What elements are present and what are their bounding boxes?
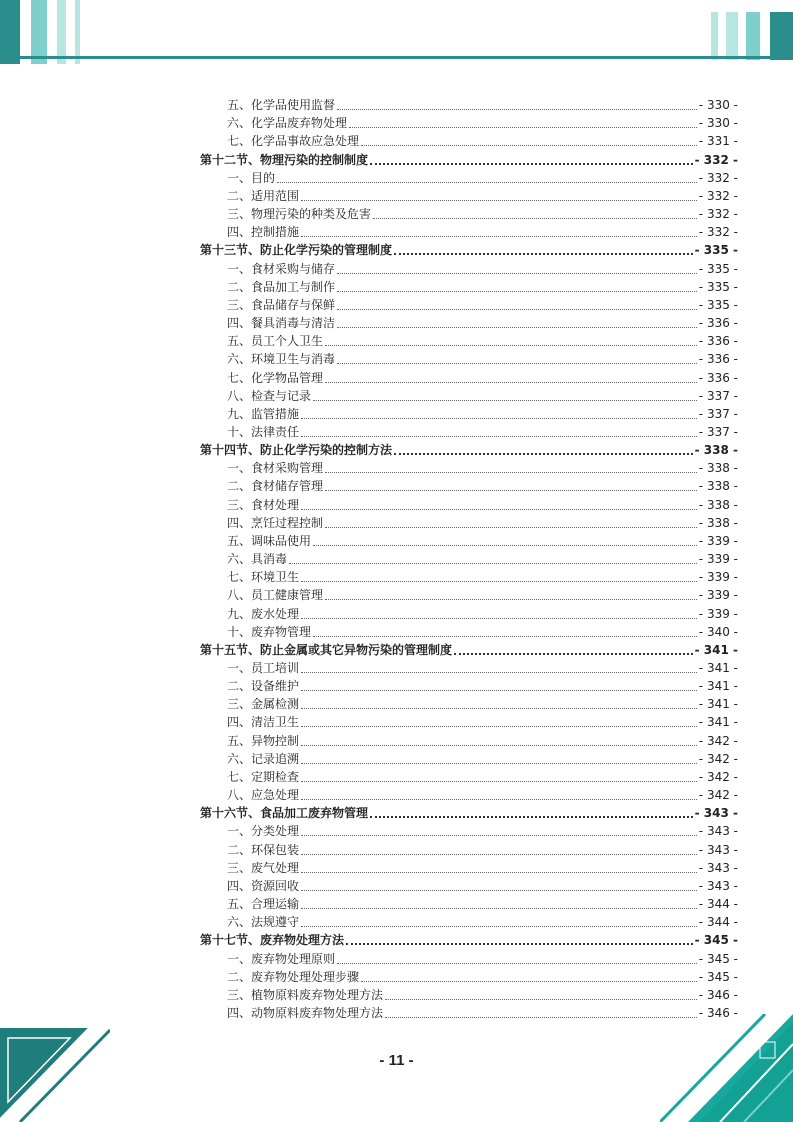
toc-subsection-entry[interactable] (200, 822, 738, 840)
toc-dot-leader (301, 725, 697, 727)
toc-entry-page: - 338 - (698, 461, 738, 476)
toc-dot-leader (361, 144, 697, 146)
toc-entry-page: - 345 - (698, 951, 738, 966)
toc-entry-label: 六、具消毒 (227, 552, 288, 567)
toc-subsection-entry[interactable] (200, 368, 738, 386)
toc-subsection-entry[interactable] (200, 350, 738, 368)
toc-dot-leader (301, 617, 697, 619)
toc-entry-page: - 346 - (698, 1005, 738, 1020)
toc-subsection-entry[interactable] (200, 1004, 738, 1022)
toc-entry-label: 三、金属检测 (227, 697, 300, 712)
toc-entry-page: - 343 - (694, 806, 738, 821)
toc-dot-leader (385, 998, 697, 1000)
toc-entry-page: - 335 - (694, 243, 738, 258)
toc-dot-leader (373, 217, 697, 219)
toc-subsection-entry[interactable] (200, 223, 738, 241)
toc-entry-page: - 345 - (698, 969, 738, 984)
toc-dot-leader (325, 489, 697, 491)
toc-entry-page: - 335 - (698, 261, 738, 276)
toc-entry-page: - 344 - (698, 915, 738, 930)
toc-entry-label: 二、设备维护 (227, 679, 300, 694)
toc-entry-page: - 332 - (694, 152, 738, 167)
toc-entry-label: 第十七节、废弃物处理方法 (200, 933, 345, 948)
footer-decoration-left (0, 1028, 110, 1122)
toc-subsection-entry[interactable] (200, 332, 738, 350)
toc-entry-page: - 339 - (698, 552, 738, 567)
toc-dot-leader (289, 562, 697, 564)
toc-dot-leader (313, 544, 697, 546)
toc-entry-page: - 338 - (698, 479, 738, 494)
toc-entry-page: - 336 - (698, 316, 738, 331)
toc-dot-leader (337, 272, 697, 274)
toc-section-entry[interactable] (200, 441, 738, 459)
toc-dot-leader (301, 744, 697, 746)
toc-dot-leader (301, 834, 697, 836)
toc-section-entry[interactable] (200, 241, 738, 259)
toc-dot-leader (301, 925, 697, 927)
toc-entry-page: - 343 - (698, 824, 738, 839)
header-bar-light-left-1 (31, 0, 47, 64)
toc-dot-leader (277, 181, 697, 183)
toc-dot-leader (301, 417, 697, 419)
toc-subsection-entry[interactable] (200, 659, 738, 677)
toc-dot-leader (313, 399, 697, 401)
toc-entry-page: - 332 - (698, 207, 738, 222)
toc-subsection-entry[interactable] (200, 895, 738, 913)
toc-dot-leader (337, 308, 697, 310)
toc-dot-leader (346, 942, 693, 945)
toc-subsection-entry[interactable] (200, 768, 738, 786)
header-bar-light-right-3 (746, 12, 760, 60)
toc-section-entry[interactable] (200, 641, 738, 659)
toc-entry-label: 一、目的 (227, 170, 276, 185)
toc-entry-label: 四、餐具消毒与清洁 (227, 316, 336, 331)
toc-entry-label: 六、化学品废弃物处理 (227, 116, 348, 131)
toc-dot-leader (337, 362, 697, 364)
toc-dot-leader (370, 815, 693, 818)
toc-entry-page: - 339 - (698, 570, 738, 585)
toc-dot-leader (301, 689, 697, 691)
toc-entry-label: 五、调味品使用 (227, 533, 312, 548)
toc-entry-label: 四、控制措施 (227, 225, 300, 240)
toc-entry-label: 一、食材采购与储存 (227, 261, 336, 276)
toc-entry-label: 五、化学品使用监督 (227, 98, 336, 113)
toc-dot-leader (301, 235, 697, 237)
toc-entry-label: 二、环保包装 (227, 842, 300, 857)
toc-subsection-entry[interactable] (200, 405, 738, 423)
toc-subsection-entry[interactable] (200, 968, 738, 986)
toc-entry-page: - 340 - (698, 624, 738, 639)
toc-subsection-entry[interactable] (200, 205, 738, 223)
toc-entry-label: 二、废弃物处理处理步骤 (227, 969, 360, 984)
toc-entry-page: - 346 - (698, 987, 738, 1002)
table-of-contents (200, 96, 738, 1022)
toc-entry-page: - 338 - (698, 515, 738, 530)
toc-dot-leader (325, 598, 697, 600)
toc-subsection-entry[interactable] (200, 568, 738, 586)
toc-subsection-entry[interactable] (200, 586, 738, 604)
toc-entry-page: - 332 - (698, 188, 738, 203)
toc-dot-leader (394, 452, 693, 455)
toc-entry-label: 四、烹饪过程控制 (227, 515, 324, 530)
toc-entry-label: 二、食品加工与制作 (227, 279, 336, 294)
toc-dot-leader (385, 1016, 697, 1018)
toc-subsection-entry[interactable] (200, 913, 738, 931)
toc-subsection-entry[interactable] (200, 877, 738, 895)
toc-entry-label: 八、员工健康管理 (227, 588, 324, 603)
toc-entry-page: - 332 - (698, 225, 738, 240)
toc-dot-leader (454, 652, 693, 655)
toc-subsection-entry[interactable] (200, 713, 738, 731)
toc-subsection-entry[interactable] (200, 132, 738, 150)
toc-entry-label: 四、清洁卫生 (227, 715, 300, 730)
toc-dot-leader (313, 635, 697, 637)
toc-entry-label: 三、植物原料废弃物处理方法 (227, 987, 384, 1002)
toc-subsection-entry[interactable] (200, 114, 738, 132)
toc-dot-leader (301, 671, 697, 673)
toc-entry-page: - 336 - (698, 352, 738, 367)
toc-dot-leader (301, 889, 697, 891)
toc-section-entry[interactable] (200, 931, 738, 949)
toc-dot-leader (301, 580, 697, 582)
toc-entry-label: 九、监管措施 (227, 406, 300, 421)
header-bar-pale-left-2 (75, 0, 80, 64)
toc-dot-leader (301, 780, 697, 782)
toc-dot-leader (370, 162, 693, 165)
toc-entry-label: 第十二节、物理污染的控制制度 (200, 152, 369, 167)
toc-entry-page: - 341 - (698, 715, 738, 730)
toc-dot-leader (394, 252, 693, 255)
header-bar-dark-left (0, 0, 20, 64)
toc-entry-label: 一、分类处理 (227, 824, 300, 839)
toc-section-entry[interactable] (200, 150, 738, 168)
header-rule (0, 56, 793, 59)
toc-dot-leader (301, 907, 697, 909)
toc-subsection-entry[interactable] (200, 495, 738, 513)
toc-subsection-entry[interactable] (200, 387, 738, 405)
toc-dot-leader (337, 962, 697, 964)
toc-dot-leader (301, 762, 697, 764)
toc-entry-label: 二、食材储存管理 (227, 479, 324, 494)
toc-entry-label: 第十六节、食品加工废弃物管理 (200, 806, 369, 821)
toc-subsection-entry[interactable] (200, 169, 738, 187)
toc-entry-page: - 341 - (698, 661, 738, 675)
toc-entry-page: - 342 - (698, 769, 738, 784)
toc-dot-leader (349, 126, 697, 128)
toc-entry-label: 八、检查与记录 (227, 388, 312, 403)
toc-entry-label: 五、员工个人卫生 (227, 334, 324, 349)
toc-entry-label: 八、应急处理 (227, 788, 300, 803)
toc-entry-page: - 337 - (698, 388, 738, 403)
toc-entry-page: - 339 - (698, 533, 738, 548)
toc-subsection-entry[interactable] (200, 423, 738, 441)
toc-entry-page: - 343 - (698, 860, 738, 875)
toc-entry-page: - 337 - (698, 406, 738, 421)
toc-section-entry[interactable] (200, 804, 738, 822)
toc-entry-page: - 342 - (698, 733, 738, 748)
toc-entry-label: 四、动物原料废弃物处理方法 (227, 1005, 384, 1020)
toc-dot-leader (337, 290, 697, 292)
toc-dot-leader (301, 508, 697, 510)
toc-dot-leader (325, 526, 697, 528)
toc-subsection-entry[interactable] (200, 459, 738, 477)
toc-entry-label: 第十四节、防止化学污染的控制方法 (200, 443, 393, 458)
toc-dot-leader (301, 871, 697, 873)
toc-entry-page: - 336 - (698, 334, 738, 349)
toc-subsection-entry[interactable] (200, 514, 738, 532)
toc-subsection-entry[interactable] (200, 550, 738, 568)
toc-entry-label: 七、环境卫生 (227, 570, 300, 585)
toc-entry-label: 六、法规遵守 (227, 915, 300, 930)
toc-entry-page: - 344 - (698, 897, 738, 912)
toc-entry-page: - 330 - (698, 116, 738, 131)
toc-dot-leader (301, 853, 697, 855)
toc-entry-label: 六、环境卫生与消毒 (227, 352, 336, 367)
toc-entry-label: 七、化学物品管理 (227, 370, 324, 385)
toc-dot-leader (361, 980, 697, 982)
footer-decoration-right (660, 1014, 793, 1122)
toc-subsection-entry[interactable] (200, 604, 738, 622)
toc-entry-page: - 345 - (694, 933, 738, 948)
toc-entry-page: - 339 - (698, 606, 738, 621)
header-bar-light-right-2 (726, 12, 738, 60)
toc-dot-leader (301, 199, 697, 201)
toc-entry-page: - 335 - (698, 279, 738, 294)
toc-entry-page: - 341 - (698, 679, 738, 694)
toc-subsection-entry[interactable] (200, 859, 738, 877)
header-bar-pale-right-1 (711, 12, 718, 60)
toc-subsection-entry[interactable] (200, 986, 738, 1004)
toc-entry-page: - 341 - (694, 642, 738, 657)
toc-entry-label: 七、定期检查 (227, 769, 300, 784)
toc-dot-leader (325, 381, 697, 383)
toc-dot-leader (337, 108, 697, 110)
toc-entry-label: 十、废弃物管理 (227, 624, 312, 639)
toc-entry-label: 二、适用范围 (227, 188, 300, 203)
toc-entry-page: - 339 - (698, 588, 738, 603)
toc-entry-label: 六、记录追溯 (227, 751, 300, 766)
page-number: - 11 - (379, 1052, 414, 1069)
toc-subsection-entry[interactable] (200, 477, 738, 495)
toc-entry-label: 五、异物控制 (227, 733, 300, 748)
toc-entry-page: - 330 - (698, 98, 738, 113)
toc-subsection-entry[interactable] (200, 278, 738, 296)
toc-entry-page: - 336 - (698, 370, 738, 385)
toc-dot-leader (325, 471, 697, 473)
toc-entry-page: - 342 - (698, 751, 738, 766)
toc-subsection-entry[interactable] (200, 949, 738, 967)
toc-entry-label: 五、合理运输 (227, 897, 300, 912)
toc-dot-leader (301, 798, 697, 800)
toc-entry-label: 四、资源回收 (227, 878, 300, 893)
toc-entry-page: - 338 - (694, 443, 738, 458)
toc-entry-label: 九、废水处理 (227, 606, 300, 621)
toc-dot-leader (325, 344, 697, 346)
toc-dot-leader (337, 326, 697, 328)
toc-entry-page: - 341 - (698, 697, 738, 712)
toc-entry-page: - 343 - (698, 878, 738, 893)
toc-dot-leader (301, 707, 697, 709)
toc-entry-label: 一、废弃物处理原则 (227, 951, 336, 966)
toc-entry-label: 第十三节、防止化学污染的管理制度 (200, 243, 393, 258)
toc-entry-page: - 335 - (698, 297, 738, 312)
toc-subsection-entry[interactable] (200, 314, 738, 332)
toc-entry-label: 三、食品储存与保鲜 (227, 297, 336, 312)
toc-entry-label: 七、化学品事故应急处理 (227, 134, 360, 149)
toc-entry-label: 三、物理污染的种类及危害 (227, 207, 372, 222)
toc-entry-page: - 338 - (698, 497, 738, 512)
toc-subsection-entry[interactable] (200, 623, 738, 641)
toc-subsection-entry[interactable] (200, 731, 738, 749)
toc-dot-leader (301, 435, 697, 437)
toc-subsection-entry[interactable] (200, 840, 738, 858)
toc-entry-page: - 332 - (698, 170, 738, 185)
header-bar-dark-right (770, 12, 793, 60)
header-bar-pale-left (57, 0, 66, 64)
toc-subsection-entry[interactable] (200, 750, 738, 768)
toc-subsection-entry[interactable] (200, 296, 738, 314)
toc-subsection-entry[interactable] (200, 187, 738, 205)
toc-entry-label: 三、食材处理 (227, 497, 300, 512)
toc-entry-page: - 337 - (698, 424, 738, 439)
toc-entry-label: 第十五节、防止金属或其它异物污染的管理制度 (200, 642, 453, 657)
toc-subsection-entry[interactable] (200, 96, 738, 114)
toc-subsection-entry[interactable] (200, 259, 738, 277)
toc-subsection-entry[interactable] (200, 677, 738, 695)
toc-entry-label: 三、废气处理 (227, 860, 300, 875)
toc-subsection-entry[interactable] (200, 786, 738, 804)
toc-subsection-entry[interactable] (200, 695, 738, 713)
toc-entry-label: 一、员工培训 (227, 661, 300, 675)
toc-subsection-entry[interactable] (200, 532, 738, 550)
toc-entry-page: - 342 - (698, 788, 738, 803)
toc-entry-page: - 331 - (698, 134, 738, 149)
toc-entry-label: 十、法律责任 (227, 424, 300, 439)
toc-entry-label: 一、食材采购管理 (227, 461, 324, 476)
toc-entry-page: - 343 - (698, 842, 738, 857)
